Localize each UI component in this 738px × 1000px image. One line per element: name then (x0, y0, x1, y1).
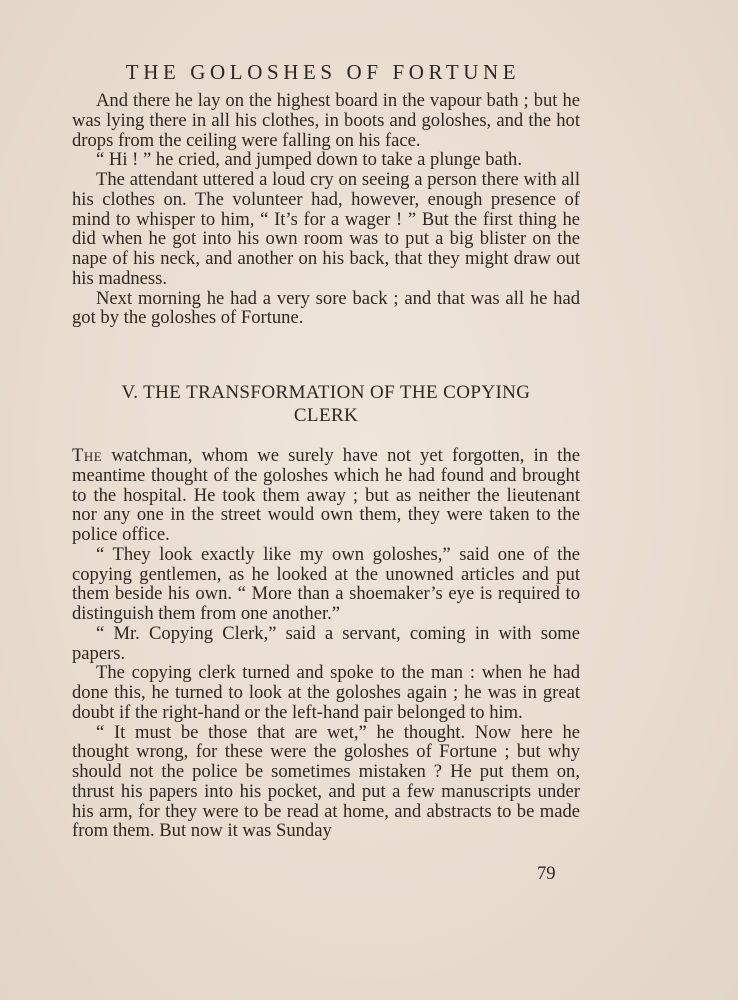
page-number: 79 (537, 863, 556, 884)
running-head: THE GOLOSHES OF FORTUNE (125, 60, 521, 84)
paragraph: And there he lay on the highest board in the vapour bath ; but he was lying there in all his clothes, in boots and goloshes, and the hot drops from the ceiling were falling on his face. (72, 90, 580, 151)
paragraph: “ They look exactly like my own goloshes,” said one of the copying gentlemen, as he looked at the unowned articles and put them beside his own. “ More than a shoemaker’s eye is required to distinguish them from one another.” (72, 543, 580, 624)
chapter-title-line-1: V. THE TRANSFORMATION OF THE COPYING (121, 382, 531, 403)
chapter-title (72, 381, 580, 427)
paragraph: “ Mr. Copying Clerk,” said a servant, coming in with some papers. (72, 622, 580, 664)
opening-word: The (72, 445, 103, 466)
chapter-title-line-2: CLERK (293, 405, 359, 426)
paragraph: “ Hi ! ” he cried, and jumped down to take a plunge bath. (96, 149, 522, 171)
chapter-text-block (72, 446, 580, 841)
paragraph: The copying clerk turned and spoke to the man : when he had done this, he turned to look at the goloshes again ; he was in great doubt if the right-hand or the left-hand pair belonged to him. (72, 662, 580, 723)
top-text-block (72, 91, 580, 328)
paragraph: The attendant uttered a loud cry on seeing a person there with all his clothes on. The volunteer had, however, enough presence of mind to whisper to him, “ It’s for a wager ! ” But the first thing he did when he got into his own room was to put a big blister on the nape of his neck, and another on his back, that they might draw out his madness. (72, 169, 580, 289)
paragraph: Next morning he had a very sore back ; and that was all he had got by the goloshes of Fortune. (72, 287, 580, 329)
opening-text: watchman, whom we surely have not yet forgotten, in the meantime thought of the goloshes which he had found and brought to the hospital. He took them away ; but as neither the lieutenant nor any one in the street would own them, they were taken to the police office. (72, 445, 580, 545)
paragraph: “ It must be those that are wet,” he thought. Now here he thought wrong, for these were the goloshes of Fortune ; but why should not the police be sometimes mistaken ? He put them on, thrust his papers into his pocket, and put a few manuscripts under his arm, for they were to be read at home, and abstracts to be made from them. But now it was Sunday (72, 721, 580, 842)
chapter-opening-paragraph (72, 446, 580, 545)
